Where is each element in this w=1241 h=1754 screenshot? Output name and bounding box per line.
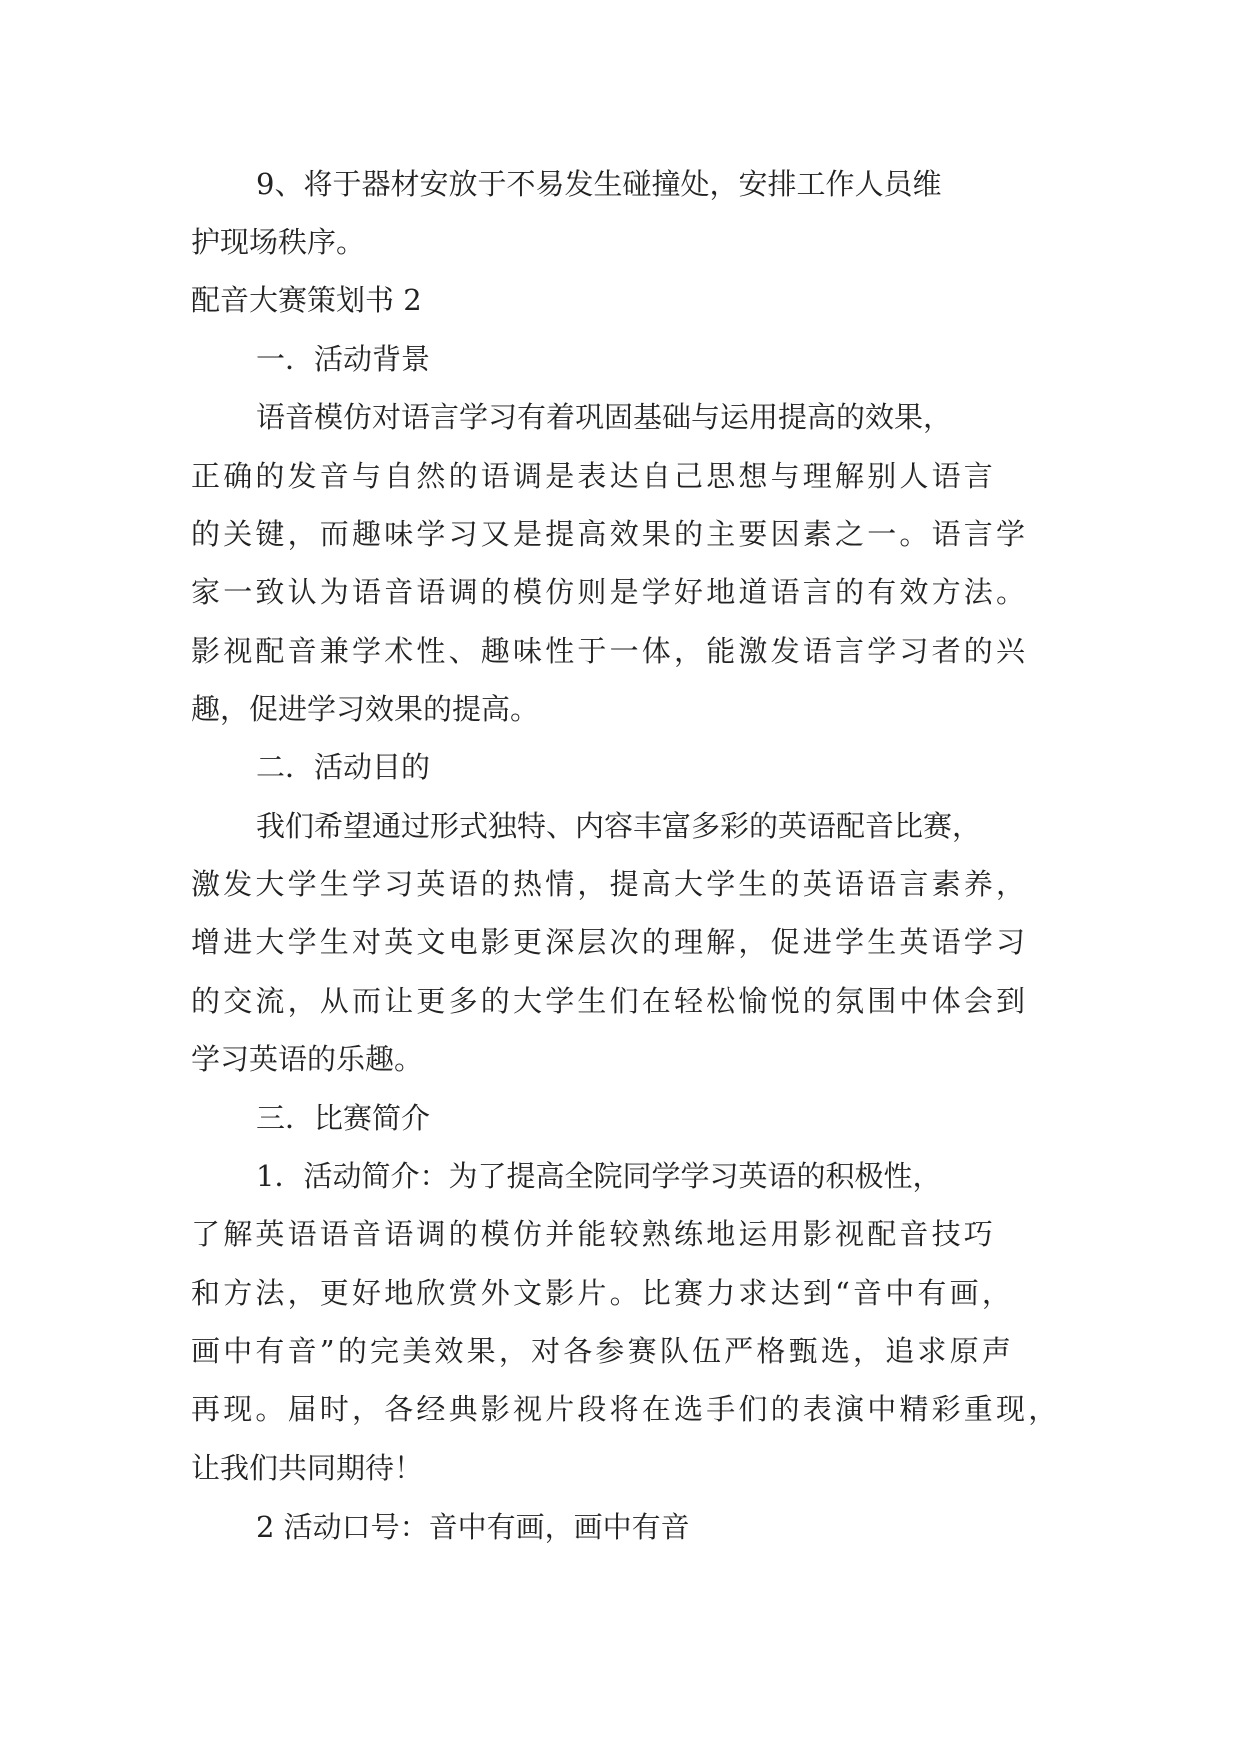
paragraph-overview-line: 和方法，更好地欣赏外文影片。比赛力求达到“音中有画， xyxy=(191,1276,1015,1310)
paragraph-purpose-line: 增进大学生对英文电影更深层次的理解，促进学生英语学习 xyxy=(191,925,1029,959)
paragraph-background-line: 影视配音兼学术性、趣味性于一体，能激发语言学习者的兴 xyxy=(191,634,1029,668)
heading-background: 一．活动背景 xyxy=(256,342,431,376)
paragraph-overview-line: 了解英语语音语调的模仿并能较熟练地运用影视配音技巧 xyxy=(191,1217,997,1251)
paragraph-overview-line: 让我们共同期待！ xyxy=(191,1451,424,1485)
paragraph-background-line: 家一致认为语音语调的模仿则是学好地道语言的有效方法。 xyxy=(191,575,1029,609)
slogan-line: 2 活动口号：音中有画，画中有音 xyxy=(256,1510,690,1544)
heading-purpose: 二．活动目的 xyxy=(256,750,431,784)
paragraph-background-line: 趣，促进学习效果的提高。 xyxy=(191,692,540,726)
paragraph-background-line: 的关键，而趣味学习又是提高效果的主要因素之一。语言学 xyxy=(191,517,1029,551)
section-title: 配音大赛策划书 2 xyxy=(191,283,422,317)
paragraph-background-line: 正确的发音与自然的语调是表达自己思想与理解别人语言 xyxy=(191,459,997,493)
paragraph-overview-line: 1．活动简介：为了提高全院同学学习英语的积极性， xyxy=(256,1159,942,1193)
list-item-9-line-1: 9、将于器材安放于不易发生碰撞处，安排工作人员维 xyxy=(256,167,942,201)
paragraph-purpose-line: 激发大学生学习英语的热情，提高大学生的英语语言素养， xyxy=(191,867,1029,901)
paragraph-overview-line: 再现。届时，各经典影视片段将在选手们的表演中精彩重现， xyxy=(191,1392,1061,1426)
heading-overview: 三．比赛简介 xyxy=(256,1101,431,1135)
list-item-9-line-2: 护现场秩序。 xyxy=(191,225,366,259)
paragraph-purpose-line: 的交流，从而让更多的大学生们在轻松愉悦的氛围中体会到 xyxy=(191,984,1029,1018)
paragraph-purpose-line: 学习英语的乐趣。 xyxy=(191,1042,424,1076)
paragraph-purpose-line: 我们希望通过形式独特、内容丰富多彩的英语配音比赛， xyxy=(256,809,982,843)
paragraph-background-line: 语音模仿对语言学习有着巩固基础与运用提高的效果， xyxy=(256,400,953,434)
paragraph-overview-line: 画中有音”的完美效果，对各参赛队伍严格甄选，追求原声 xyxy=(191,1334,1015,1368)
